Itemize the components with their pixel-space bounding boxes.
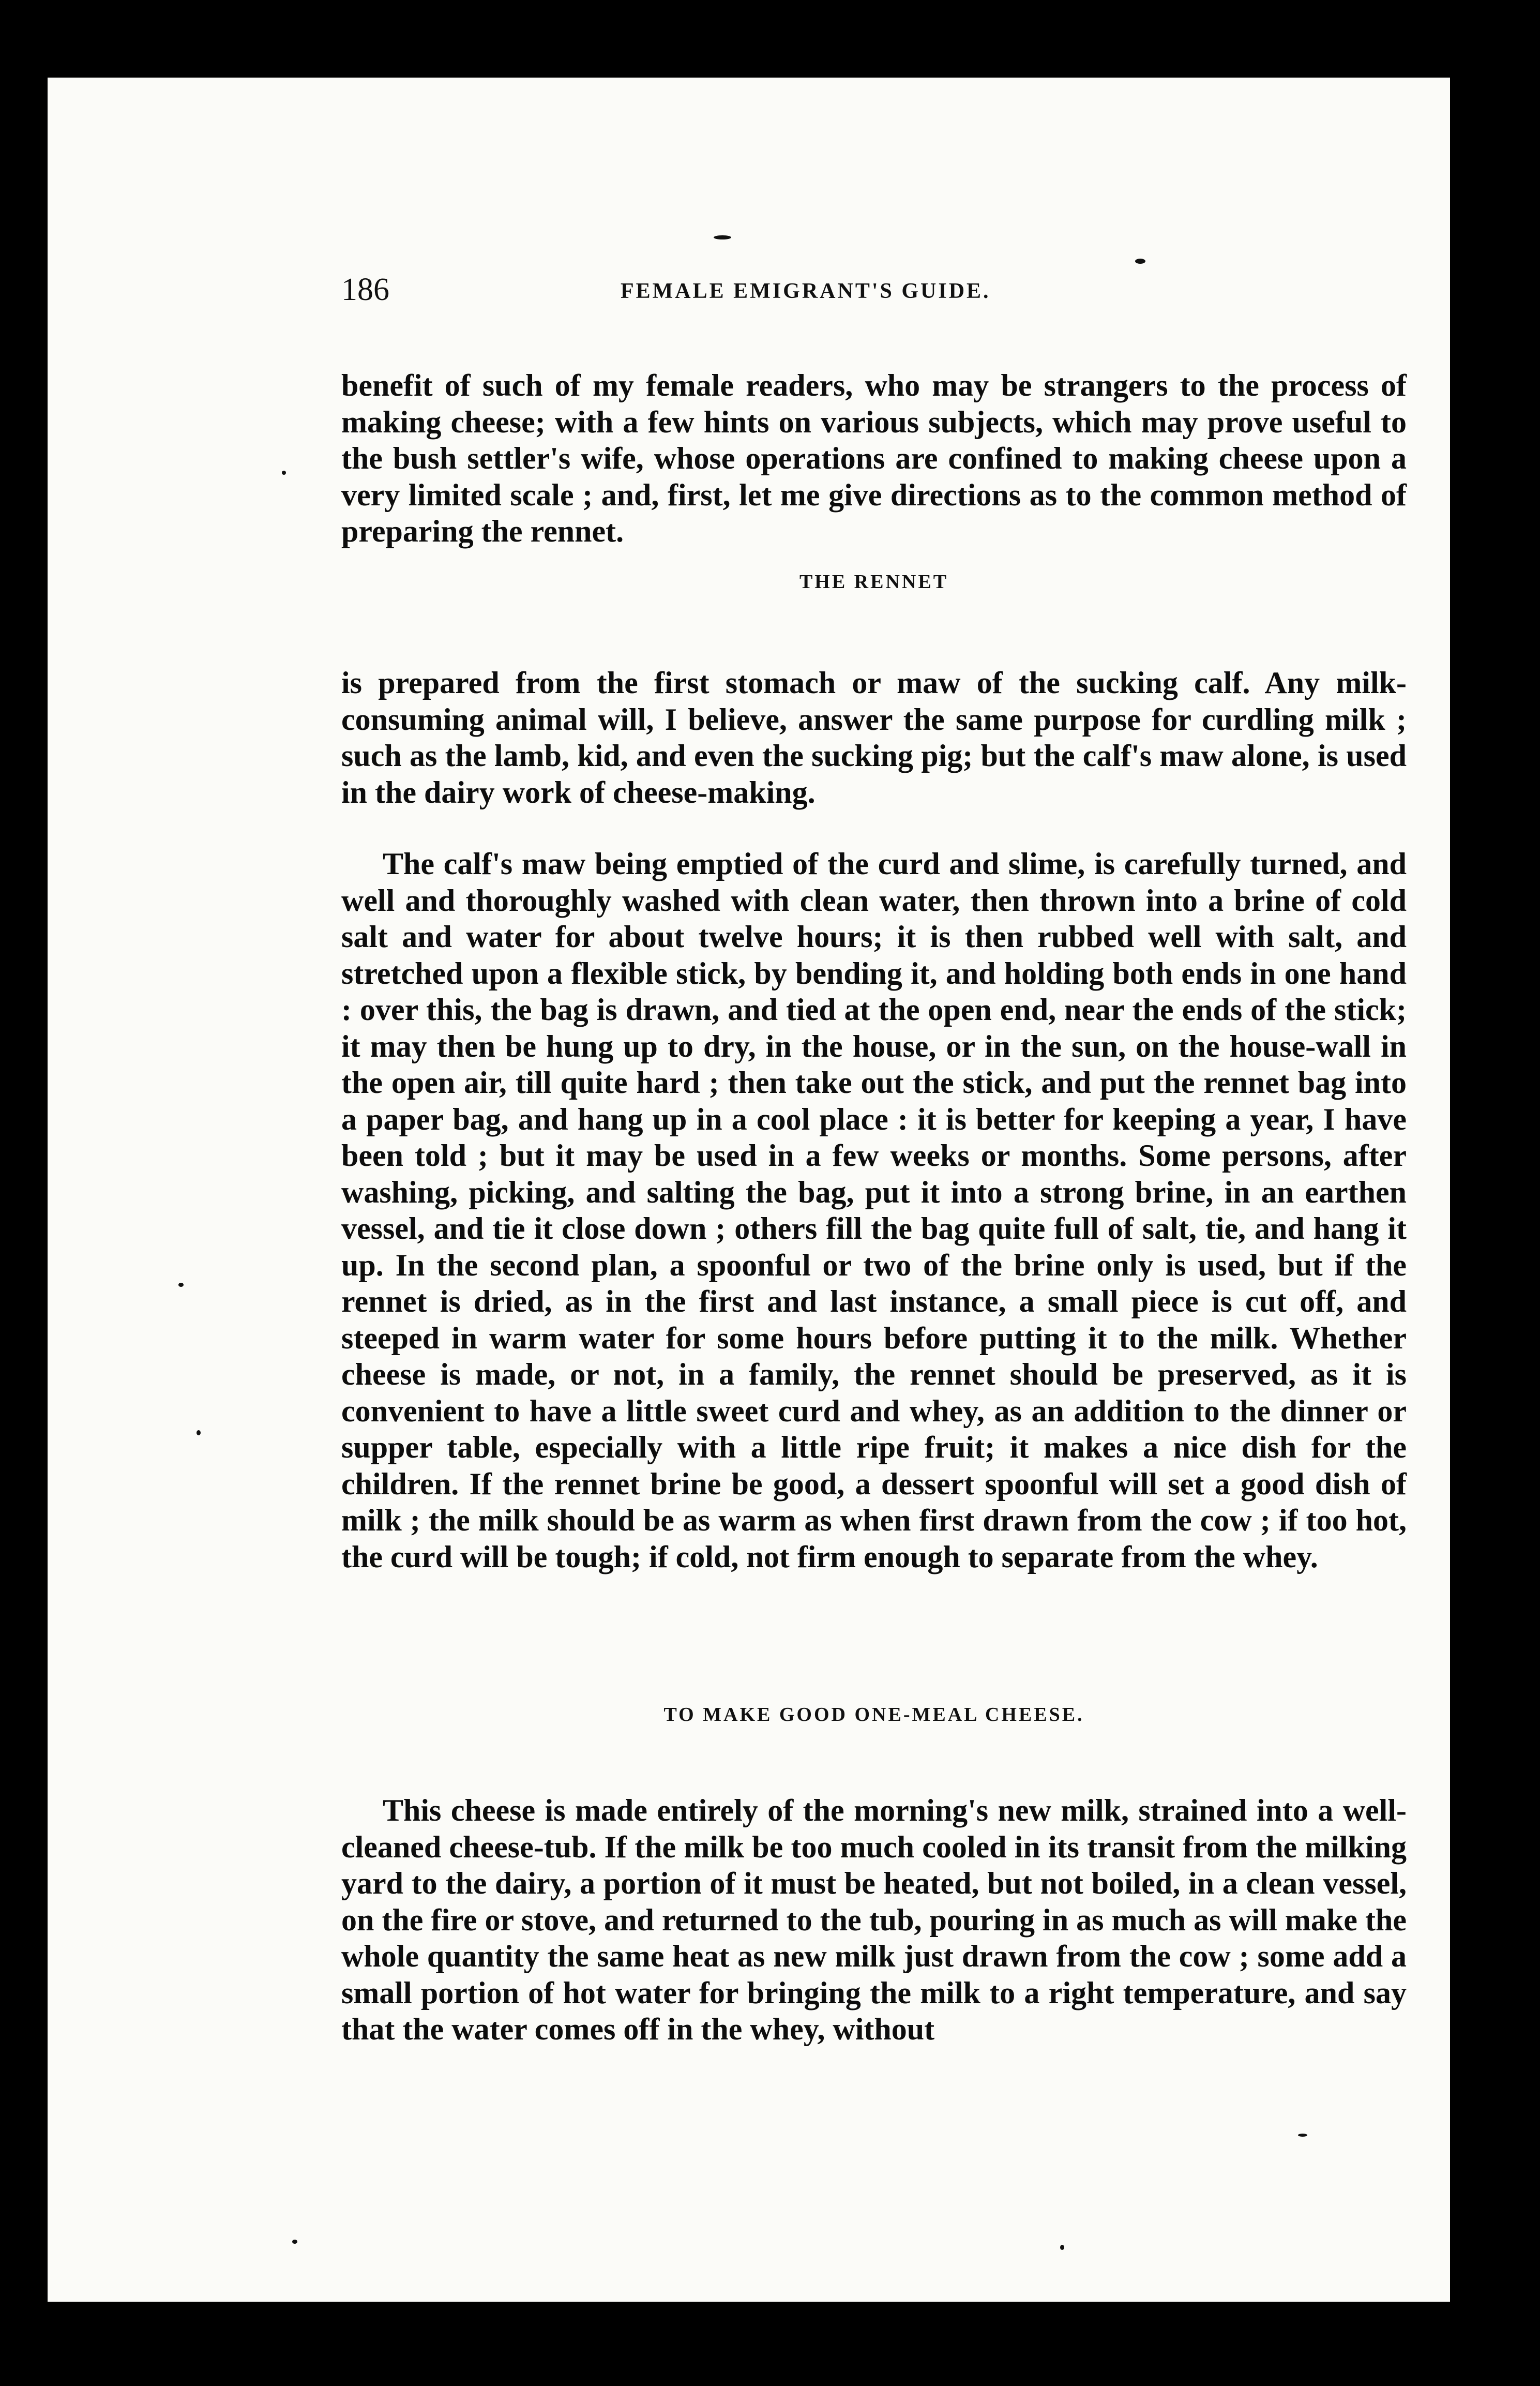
- running-head: [341, 269, 1401, 310]
- section-heading-rennet: THE RENNET: [799, 571, 949, 593]
- scan-speck: [282, 471, 286, 475]
- paragraph-intro: benefit of such of my female readers, who may be strangers to the process of making cheese; with a few hints on various subjects, which may prove useful to the bush settler's wife, whose operations are confined to making cheese upon a very limited scale ; and, first, let me give directions as to the common method of preparing the rennet.: [341, 368, 1407, 548]
- paragraph-rennet-intro: is prepared from the first stomach or maw of the sucking calf. Any milk-consuming animal will, I believe, answer the same purpose for curdling milk ; such as the lamb, kid, and even the sucking pig; but the calf's maw alone, is used in the dairy work of cheese-making.: [341, 666, 1407, 809]
- running-title: FEMALE EMIGRANT'S GUIDE.: [621, 279, 991, 303]
- scan-speck: [714, 235, 731, 239]
- scan-edge-right: [1450, 610, 1540, 2255]
- section-heading-one-meal-cheese: TO MAKE GOOD ONE-MEAL CHEESE.: [663, 1704, 1084, 1725]
- scan-speck: [292, 2240, 297, 2244]
- scan-speck: [1060, 2245, 1064, 2250]
- page-number: 186: [341, 272, 389, 307]
- scan-speck: [1298, 2134, 1307, 2137]
- scan-edge-bottom: [0, 2302, 1540, 2386]
- paragraph-cheese-method: This cheese is made entirely of the morning's new milk, strained into a well-cleaned cheese-tub. If the milk be too much cooled in its transit from the milking yard to the dairy, a portion of it must be heated, but not boiled, in a clean vessel, on the fire or stove, and returned to the tub, pouring in as much as will make the whole quantity the same heat as new milk just drawn from the cow ; some add a small portion of hot water for bringing the milk to a right temperature, and say that the water comes off in the whey, without: [341, 1793, 1407, 2046]
- scan-speck: [178, 1283, 184, 1287]
- scan-speck: [197, 1430, 201, 1435]
- paragraph-rennet-method: The calf's maw being emptied of the curd and slime, is carefully turned, and well and thoroughly washed with clean water, then thrown into a brine of cold salt and water for about twelve hours; it is then rubbed well with salt, and stretched upon a flexible stick, by bending it, and holding both ends in one hand : over this, the bag is drawn, and tied at the open end, near the ends of the stick; it may then be hung up to dry, in the house, or in the sun, on the house-wall in the open air, till quite hard ; then take out the stick, and put the rennet bag into a paper bag, and hang up in a cool place : it is better for keeping a year, I have been told ; but it may be used in a few weeks or months. Some persons, after washing, picking, and salting the bag, put it into a strong brine, in an earthen vessel, and tie it close down ; others fill the bag quite full of salt, tie, and hang it up. In the second plan, a spoonful or two of the brine only is used, but if the rennet is dried, as in the first and last instance, a small piece is cut off, and steeped in warm water for some hours before putting it to the milk. Whether cheese is made, or not, in a family, the rennet should be preserved, as it is convenient to have a little sweet curd and whey, as an addition to the dinner or supper table, especially with a little ripe fruit; it makes a nice dish for the children. If the rennet brine be good, a dessert spoonful will set a good dish of milk ; the milk should be as warm as when first drawn from the cow ; if too hot, the curd will be tough; if cold, not firm enough to separate from the whey.: [341, 847, 1407, 1574]
- scan-speck: [1135, 259, 1145, 264]
